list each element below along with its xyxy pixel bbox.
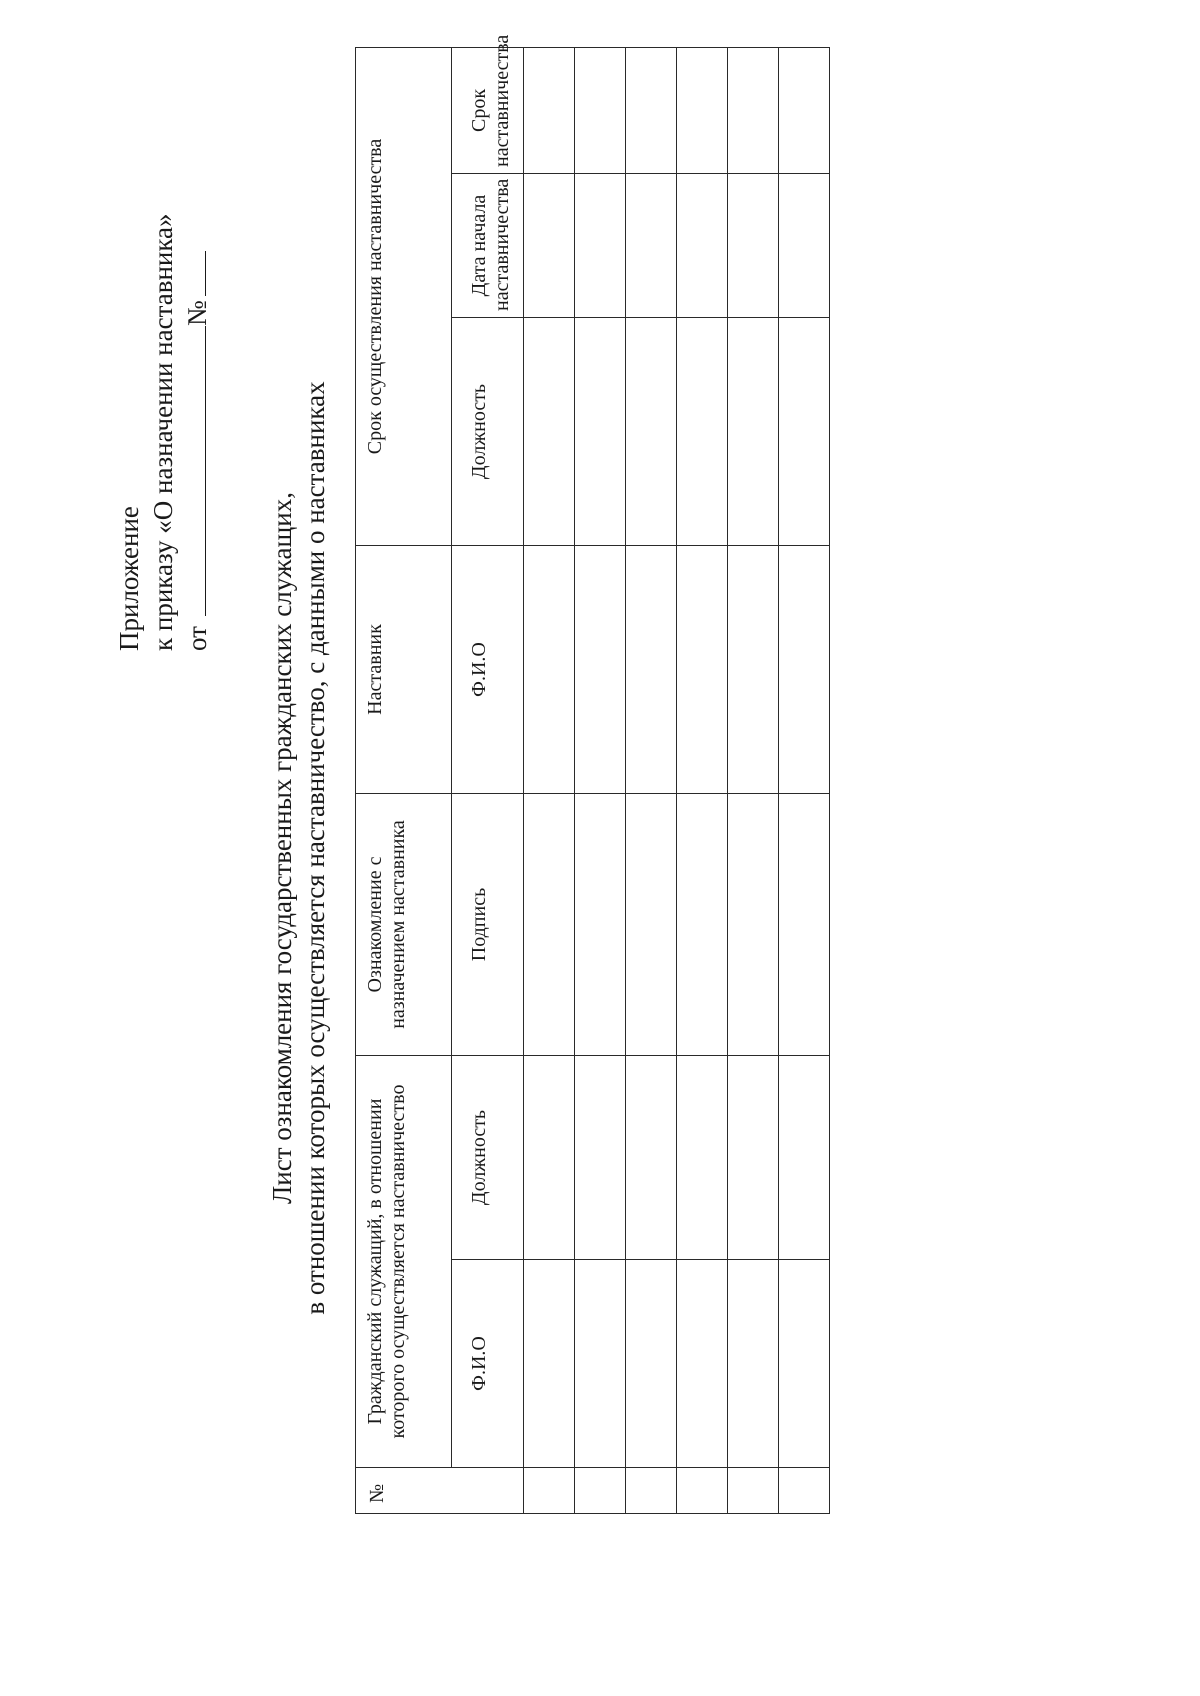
table-cell[interactable]	[626, 794, 677, 1056]
date-prefix: от	[182, 626, 212, 651]
civil-servant-header: Гражданский служащий, в отношении которого осуществляется наставничество	[356, 1056, 452, 1468]
table-cell[interactable]	[626, 546, 677, 794]
sheet-title-line-1: Лист ознакомления государственных гражданских служащих,	[267, 491, 297, 1205]
mentor-fio-header: Ф.И.О	[452, 546, 524, 794]
table-cell[interactable]	[728, 1260, 779, 1468]
servant-fio-header: Ф.И.О	[452, 1260, 524, 1468]
table-cell[interactable]	[779, 318, 830, 546]
table-cell[interactable]	[524, 1056, 575, 1260]
table-cell[interactable]	[728, 174, 779, 318]
period-header: Срок осуществления наставничества	[356, 47, 452, 545]
date-blank-field[interactable]	[181, 326, 206, 616]
table-cell[interactable]	[728, 546, 779, 794]
table-row	[728, 47, 779, 1513]
table-cell[interactable]	[677, 1260, 728, 1468]
table-row	[677, 47, 728, 1513]
table-cell[interactable]	[524, 794, 575, 1056]
start-date-header: Дата начала наставничества	[452, 174, 524, 318]
table-cell[interactable]	[524, 546, 575, 794]
appendix-order-reference: к приказу «О назначении наставника»	[148, 213, 178, 651]
table-cell[interactable]	[575, 1468, 626, 1514]
header-row-1	[356, 47, 452, 1513]
table-cell[interactable]	[677, 47, 728, 173]
number-header: №	[356, 1468, 524, 1514]
table-cell[interactable]	[524, 1260, 575, 1468]
table-cell[interactable]	[779, 174, 830, 318]
table-row	[524, 47, 575, 1513]
table-cell[interactable]	[779, 47, 830, 173]
header-row-2	[452, 47, 524, 1513]
table-cell[interactable]	[779, 1468, 830, 1514]
appendix-title: Приложение	[114, 506, 144, 651]
table-cell[interactable]	[575, 174, 626, 318]
table-cell[interactable]	[626, 47, 677, 173]
table-row	[779, 47, 830, 1513]
table-cell[interactable]	[677, 794, 728, 1056]
table-cell[interactable]	[524, 318, 575, 546]
table-cell[interactable]	[677, 318, 728, 546]
table-row	[626, 47, 677, 1513]
table-cell[interactable]	[779, 546, 830, 794]
mentor-position-header: Должность	[452, 318, 524, 546]
appendix-block	[112, 213, 214, 651]
sheet-title-line-2: в отношении которых осуществляется наставничество, с данными о наставниках	[300, 381, 330, 1315]
table-cell[interactable]	[575, 546, 626, 794]
table-cell[interactable]	[626, 1468, 677, 1514]
duration-header: Срок наставничества	[452, 47, 524, 173]
mentor-header: Наставник	[356, 546, 452, 794]
table-cell[interactable]	[575, 1056, 626, 1260]
table-cell[interactable]	[677, 1468, 728, 1514]
table-cell[interactable]	[575, 1260, 626, 1468]
table-cell[interactable]	[728, 1468, 779, 1514]
table-cell[interactable]	[524, 47, 575, 173]
table-cell[interactable]	[575, 47, 626, 173]
table-cell[interactable]	[779, 1056, 830, 1260]
table-cell[interactable]	[779, 794, 830, 1056]
table-cell[interactable]	[626, 318, 677, 546]
table-cell[interactable]	[575, 794, 626, 1056]
table-cell[interactable]	[728, 318, 779, 546]
table-cell[interactable]	[626, 174, 677, 318]
number-blank-field[interactable]	[181, 251, 206, 296]
signature-header: Подпись	[452, 794, 524, 1056]
table-cell[interactable]	[728, 1056, 779, 1260]
sheet-title	[266, 0, 332, 1696]
table-cell[interactable]	[677, 546, 728, 794]
table-cell[interactable]	[677, 174, 728, 318]
acquaintance-header: Ознакомление с назначением наставника	[356, 794, 452, 1056]
table-row	[575, 47, 626, 1513]
table-cell[interactable]	[575, 318, 626, 546]
table-cell[interactable]	[728, 794, 779, 1056]
appendix-date-number-line	[180, 213, 214, 651]
table-cell[interactable]	[677, 1056, 728, 1260]
table-cell[interactable]	[524, 174, 575, 318]
table-cell[interactable]	[779, 1260, 830, 1468]
table-cell[interactable]	[728, 47, 779, 173]
table-cell[interactable]	[626, 1056, 677, 1260]
servant-position-header: Должность	[452, 1056, 524, 1260]
table-cell[interactable]	[524, 1468, 575, 1514]
number-sign: №	[182, 300, 212, 327]
acquaintance-table	[355, 34, 830, 1514]
table-cell[interactable]	[626, 1260, 677, 1468]
